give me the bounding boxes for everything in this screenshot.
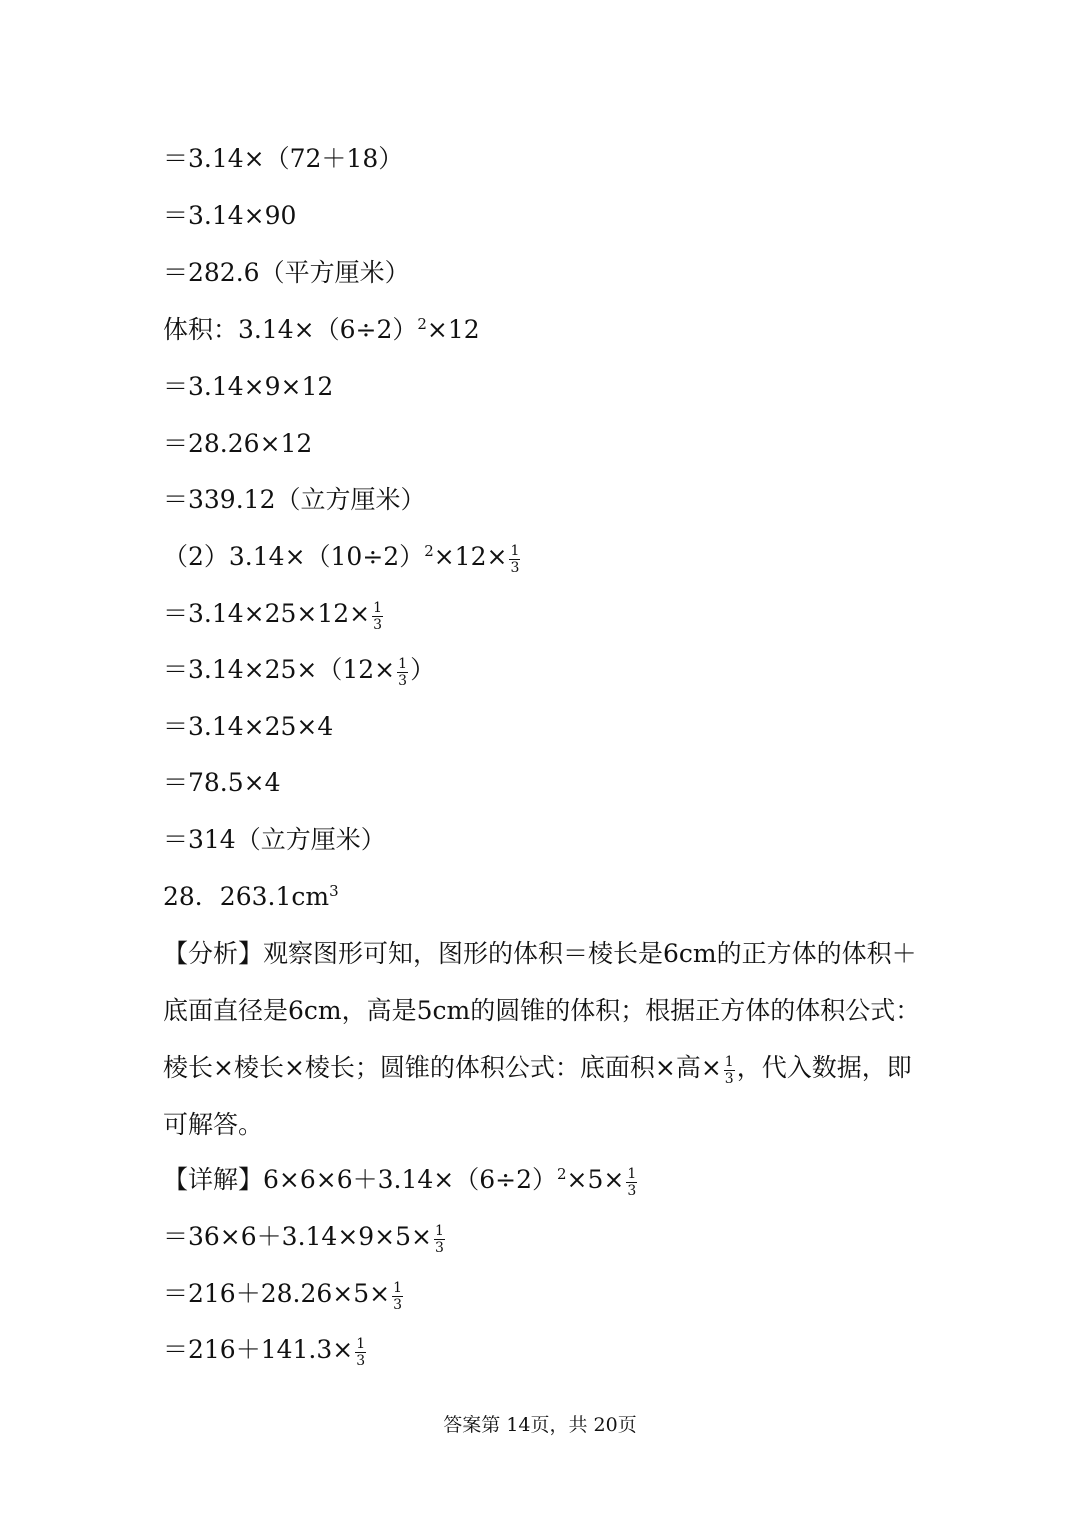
line-text: 体积：3.14×（6÷2）: [163, 315, 418, 344]
calc-line: [163, 1332, 368, 1368]
calc-line: [163, 596, 385, 632]
analysis-paragraph: [163, 925, 923, 1153]
calc-line: [163, 255, 410, 291]
fraction-denominator: 3: [434, 1240, 444, 1256]
line-text: ×5×: [566, 1165, 625, 1194]
calc-line: [163, 1276, 405, 1312]
exponent: 2: [424, 542, 434, 560]
fraction: [724, 1055, 735, 1086]
line-text: ＝216＋141.3×: [163, 1335, 354, 1364]
paragraph-text: 【分析】观察图形可知，图形的体积＝棱长是6cm的正方体的体积＋底面直径是6cm，高是5cm的圆锥的体积；根据正方体的体积公式：棱长×棱长×棱长；圆锥的体积公式：底面积×高×: [163, 939, 921, 1082]
line-text: ＝282.6（平方厘米）: [163, 258, 410, 287]
line-text: ＝78.5×4: [163, 768, 281, 797]
fraction: [626, 1167, 637, 1198]
calc-line: [163, 1162, 639, 1198]
calc-line: [163, 539, 522, 575]
calc-line: [163, 822, 386, 858]
fraction: [372, 601, 383, 632]
fraction-denominator: 3: [393, 1297, 403, 1313]
fraction: [392, 1281, 403, 1312]
fraction-numerator: 1: [393, 1280, 403, 1296]
fraction-denominator: 3: [510, 560, 520, 576]
fraction: [355, 1337, 366, 1368]
fraction: [509, 544, 520, 575]
fraction-denominator: 3: [398, 673, 408, 689]
line-text: ＝3.14×（72＋18）: [163, 144, 404, 173]
fraction-numerator: 1: [373, 600, 383, 616]
fraction-denominator: 3: [356, 1353, 366, 1369]
exponent: 3: [329, 882, 339, 900]
fraction: [397, 657, 408, 688]
line-text: 28．263.1cm: [163, 882, 330, 911]
line-text: ＝3.14×25×12×: [163, 599, 371, 628]
calc-line: [163, 765, 281, 801]
paragraph-text: ，代入数据，即可解答。: [163, 1053, 912, 1139]
line-text: ＝339.12（立方厘米）: [163, 485, 426, 514]
fraction-numerator: 1: [724, 1054, 734, 1070]
fraction-numerator: 1: [510, 543, 520, 559]
calc-line: [163, 709, 333, 745]
exponent: 2: [417, 315, 427, 333]
fraction-numerator: 1: [627, 1166, 637, 1182]
calc-line: [163, 426, 312, 462]
calc-line: [163, 141, 403, 177]
exponent: 2: [556, 1165, 567, 1183]
line-text: ）: [410, 655, 436, 684]
fraction: [434, 1224, 445, 1255]
line-text: ＝28.26×12: [163, 429, 313, 458]
fraction-numerator: 1: [356, 1336, 366, 1352]
calc-line: [163, 369, 333, 405]
line-text: ＝3.14×25×（12×: [163, 655, 396, 684]
fraction-denominator: 3: [373, 617, 383, 633]
line-text: ＝3.14×25×4: [163, 712, 334, 741]
line-text: ×12×: [433, 542, 508, 571]
calc-line: [163, 1219, 447, 1255]
line-text: ＝216＋28.26×5×: [163, 1279, 391, 1308]
line-text: ＝3.14×90: [163, 201, 297, 230]
calc-line: [163, 312, 480, 348]
line-text: 【详解】6×6×6＋3.14×（6÷2）: [163, 1165, 557, 1194]
line-text: ＝3.14×9×12: [163, 372, 334, 401]
fraction-numerator: 1: [434, 1223, 444, 1239]
line-text: ×12: [426, 315, 480, 344]
calc-line: [163, 482, 425, 518]
fraction-denominator: 3: [627, 1183, 637, 1199]
line-text: （2）3.14×（10÷2）: [163, 542, 425, 571]
line-text: ＝314（立方厘米）: [163, 825, 386, 854]
calc-line: [163, 652, 435, 688]
line-text: ＝36×6＋3.14×9×5×: [163, 1222, 432, 1251]
fraction-denominator: 3: [724, 1071, 734, 1087]
answer-heading: [163, 879, 339, 915]
fraction-numerator: 1: [398, 656, 408, 672]
page-footer: 答案第 14页，共 20页: [443, 1414, 637, 1436]
calc-line: [163, 198, 296, 234]
